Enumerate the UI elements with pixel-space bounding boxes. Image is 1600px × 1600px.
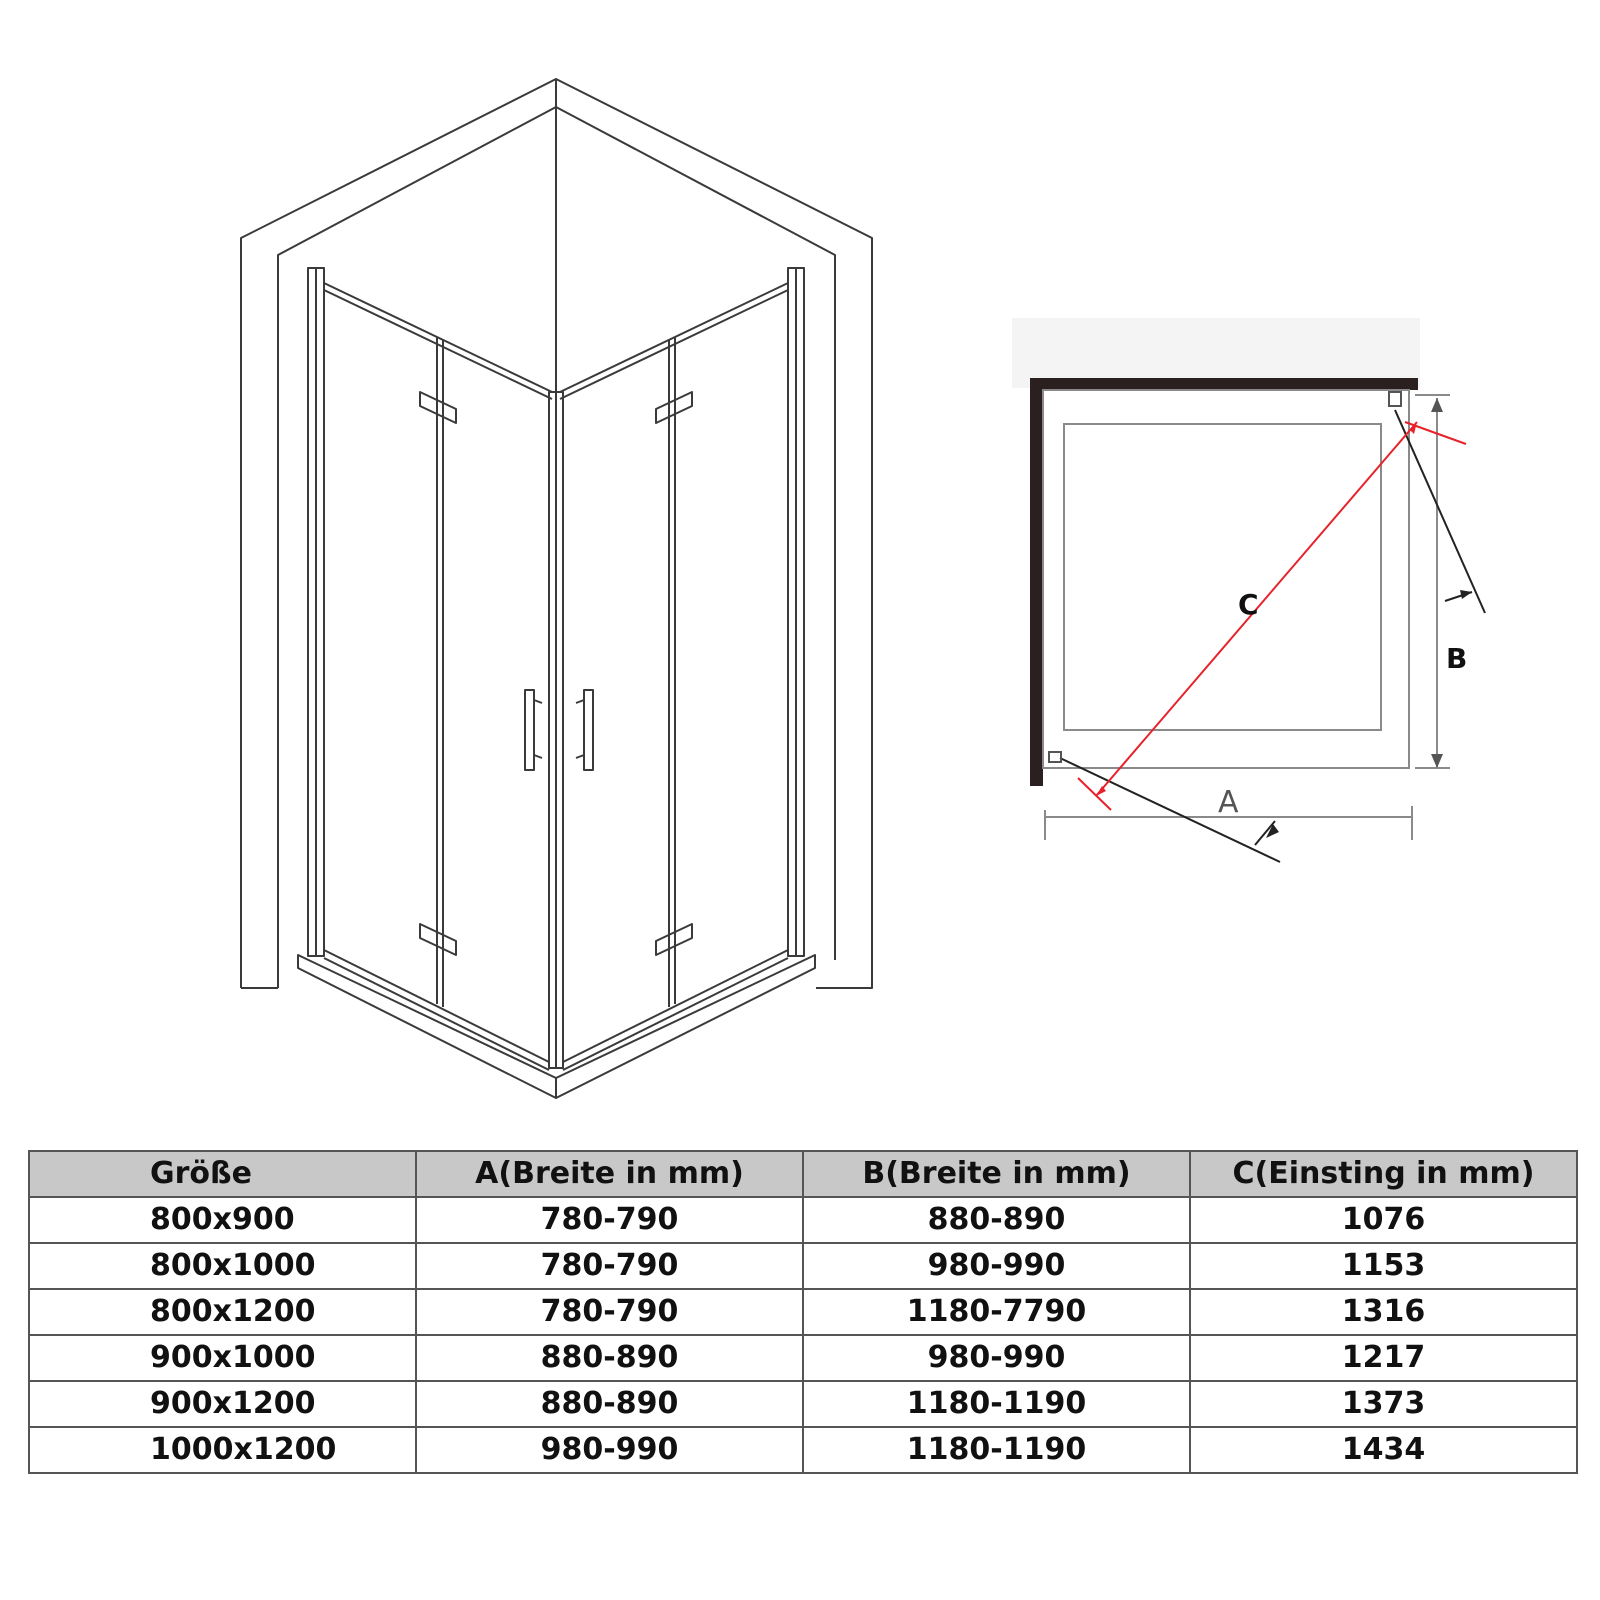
table-cell: 1076 <box>1190 1197 1577 1243</box>
table-row <box>29 1335 1577 1381</box>
plan-side-wall <box>1030 378 1043 786</box>
plan-tray-inner <box>1064 424 1381 730</box>
table-cell: 1180-1190 <box>803 1381 1190 1427</box>
plan-label-b: B <box>1446 642 1468 675</box>
plan-back-wall <box>1038 378 1418 390</box>
table-cell: 780-790 <box>416 1243 803 1289</box>
table-cell: 1180-7790 <box>803 1289 1190 1335</box>
table-header-a: A(Breite in mm) <box>416 1151 803 1197</box>
table-header-row <box>29 1151 1577 1197</box>
table-cell: 1000x1200 <box>29 1427 416 1473</box>
table-header-b: B(Breite in mm) <box>803 1151 1190 1197</box>
table-cell: 880-890 <box>416 1381 803 1427</box>
table-cell: 800x1000 <box>29 1243 416 1289</box>
table-cell: 880-890 <box>416 1335 803 1381</box>
table-cell: 1153 <box>1190 1243 1577 1289</box>
table-cell: 900x1200 <box>29 1381 416 1427</box>
table-cell: 800x900 <box>29 1197 416 1243</box>
plan-label-a: A <box>1218 785 1239 820</box>
table-row <box>29 1427 1577 1473</box>
table-cell: 880-890 <box>803 1197 1190 1243</box>
table-cell: 780-790 <box>416 1197 803 1243</box>
table-row <box>29 1197 1577 1243</box>
plan-tray-outer <box>1043 390 1409 768</box>
door-swing-left <box>1060 758 1280 862</box>
table-header-groesse: Größe <box>29 1151 416 1197</box>
table-row <box>29 1243 1577 1289</box>
table-header-c: C(Einsting in mm) <box>1190 1151 1577 1197</box>
size-table <box>28 1150 1578 1474</box>
table-row <box>29 1289 1577 1335</box>
plan-label-c: C <box>1238 588 1259 621</box>
table-cell: 1180-1190 <box>803 1427 1190 1473</box>
table-cell: 1373 <box>1190 1381 1577 1427</box>
table-cell: 1316 <box>1190 1289 1577 1335</box>
table-cell: 780-790 <box>416 1289 803 1335</box>
table-cell: 800x1200 <box>29 1289 416 1335</box>
table-cell: 1434 <box>1190 1427 1577 1473</box>
table-cell: 980-990 <box>803 1335 1190 1381</box>
table-cell: 1217 <box>1190 1335 1577 1381</box>
table-cell: 980-990 <box>803 1243 1190 1289</box>
table-cell: 980-990 <box>416 1427 803 1473</box>
table-cell: 900x1000 <box>29 1335 416 1381</box>
table-row <box>29 1381 1577 1427</box>
